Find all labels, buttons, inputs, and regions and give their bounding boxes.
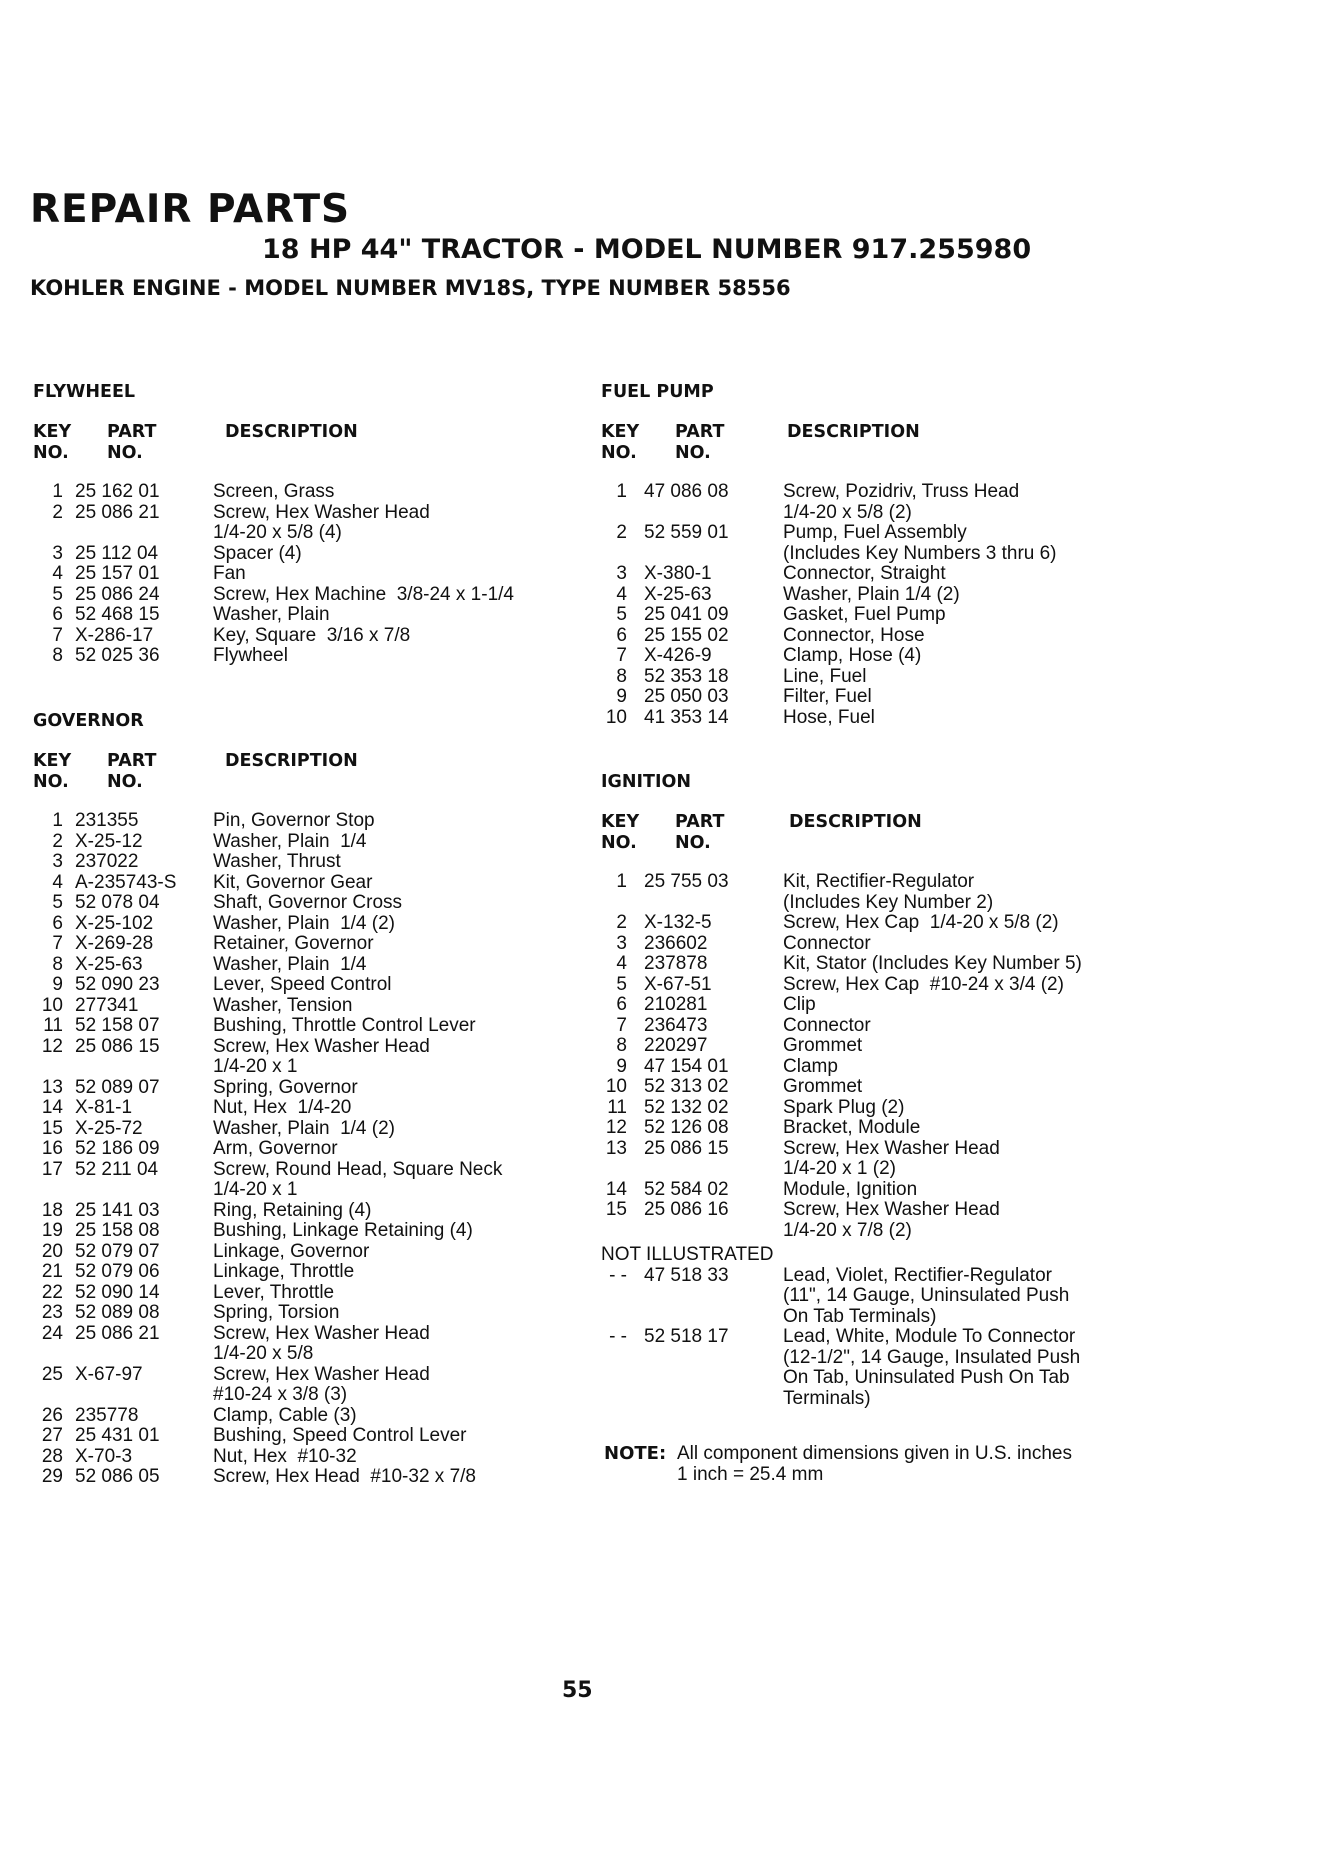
- part-description: Clamp: [783, 1055, 838, 1077]
- flywheel-section: [33, 382, 514, 667]
- part-number: 236473: [644, 1014, 708, 1036]
- part-description: Bushing, Linkage Retaining (4): [213, 1220, 473, 1241]
- parts-row: [601, 667, 1057, 688]
- part-description: Flywheel: [213, 645, 288, 666]
- section-title: IGNITION: [601, 772, 692, 792]
- part-description: Kit, Rectifier-Regulator (Includes Key Number 2): [783, 871, 994, 913]
- part-description: Washer, Plain 1/4 (2): [213, 912, 395, 934]
- parts-row: [33, 811, 502, 832]
- key-number: 23: [41, 1302, 63, 1323]
- key-number: 20: [41, 1240, 63, 1262]
- key-number: 1: [616, 481, 627, 502]
- parts-row: [33, 544, 514, 565]
- part-number: 47 518 33: [644, 1264, 729, 1286]
- key-number: 13: [41, 1076, 63, 1098]
- key-number: 15: [605, 1199, 627, 1220]
- part-number: X-269-28: [75, 933, 154, 954]
- key-number: 14: [605, 1178, 627, 1200]
- part-number: 52 518 17: [644, 1326, 729, 1347]
- part-number: 52 559 01: [644, 522, 729, 543]
- part-number: 237022: [75, 851, 139, 872]
- key-number: 10: [605, 1076, 627, 1097]
- key-number: 3: [616, 563, 627, 584]
- parts-row: [33, 1365, 502, 1406]
- part-description: Bushing, Throttle Control Lever: [213, 1015, 476, 1036]
- part-number: X-70-3: [75, 1445, 133, 1467]
- key-number: 1: [616, 871, 627, 892]
- key-number: 27: [41, 1425, 63, 1446]
- column-headers: [601, 422, 1057, 464]
- key-number: 6: [616, 994, 627, 1015]
- part-description: Lever, Throttle: [213, 1281, 335, 1303]
- parts-row: [601, 1200, 1082, 1241]
- part-number: 52 211 04: [75, 1158, 159, 1180]
- key-number: 9: [616, 686, 627, 707]
- part-description: Hose, Fuel: [783, 706, 875, 728]
- key-number: 11: [607, 1096, 627, 1118]
- parts-row: [33, 1098, 502, 1119]
- key-number: 1: [52, 481, 63, 502]
- part-number: 210281: [644, 994, 708, 1015]
- parts-row: [601, 1036, 1082, 1057]
- part-number: X-81-1: [75, 1097, 133, 1118]
- parts-list: [601, 482, 1057, 728]
- part-description: Key, Square 3/16 x 7/8: [213, 624, 411, 646]
- part-description: Gasket, Fuel Pump: [783, 604, 946, 625]
- parts-row: [33, 1119, 502, 1140]
- part-description: Connector, Hose: [783, 624, 925, 646]
- note-label: NOTE:: [604, 1443, 667, 1464]
- part-description: Connector, Straight: [783, 563, 946, 584]
- part-number: 52 078 04: [75, 892, 160, 913]
- part-number: 220297: [644, 1035, 708, 1056]
- parts-row: [33, 585, 514, 606]
- section-title: GOVERNOR: [33, 711, 144, 731]
- part-description: Nut, Hex 1/4-20: [213, 1097, 352, 1118]
- key-number: 12: [605, 1117, 627, 1138]
- part-number: 25 086 16: [644, 1199, 729, 1220]
- parts-row: [33, 564, 514, 585]
- description-header: DESCRIPTION: [789, 812, 922, 832]
- part-description: Clamp, Hose (4): [783, 645, 922, 666]
- key-number: 4: [616, 583, 627, 605]
- parts-row: [601, 954, 1082, 975]
- part-description: Screw, Hex Washer Head 1/4-20 x 7/8 (2): [783, 1199, 1000, 1241]
- part-description: Spacer (4): [213, 542, 302, 564]
- part-number: 52 132 02: [644, 1096, 729, 1118]
- parts-row: [33, 975, 502, 996]
- key-no-header: KEY NO.: [601, 812, 640, 853]
- part-number: X-25-63: [644, 583, 712, 605]
- parts-row: [33, 934, 502, 955]
- part-number: 25 086 15: [75, 1035, 160, 1057]
- parts-row: [601, 605, 1057, 626]
- part-description: Screw, Round Head, Square Neck 1/4-20 x 1: [213, 1158, 503, 1200]
- part-number: 25 431 01: [75, 1425, 160, 1446]
- note-text: All component dimensions given in U.S. inches 1 inch = 25.4 mm: [677, 1443, 1072, 1485]
- part-description: Arm, Governor: [213, 1138, 338, 1159]
- key-number: 12: [41, 1035, 63, 1057]
- part-description: Washer, Thrust: [213, 851, 341, 872]
- part-description: Shaft, Governor Cross: [213, 892, 403, 913]
- key-number: 4: [616, 953, 627, 974]
- part-description: Washer, Plain: [213, 604, 330, 625]
- key-number: 8: [52, 953, 63, 975]
- part-description: Spark Plug (2): [783, 1096, 905, 1118]
- key-number: 6: [616, 624, 627, 646]
- part-description: Screw, Hex Head #10-32 x 7/8: [213, 1466, 476, 1487]
- part-number: 52 086 05: [75, 1466, 160, 1487]
- key-number: 5: [616, 604, 627, 625]
- part-description: Screen, Grass: [213, 481, 335, 502]
- part-description: Lead, White, Module To Connector (12-1/2", 14 Gauge, Insulated Push On Tab, Uninsulated Push On Tab Terminals): [783, 1326, 1081, 1409]
- key-number: 14: [41, 1097, 63, 1118]
- parts-row: [33, 1467, 502, 1488]
- key-number: 11: [43, 1015, 63, 1036]
- part-description: Clamp, Cable (3): [213, 1404, 357, 1426]
- parts-row: [601, 482, 1057, 523]
- ignition-section: [601, 772, 1082, 1409]
- part-number: 25 155 02: [644, 624, 729, 646]
- column-headers: [33, 422, 514, 464]
- part-description: Fan: [213, 563, 246, 584]
- parts-row: [33, 1324, 502, 1365]
- key-number: 19: [41, 1220, 63, 1241]
- parts-row: [33, 1221, 502, 1242]
- part-description: Grommet: [783, 1035, 863, 1056]
- parts-row: [601, 872, 1082, 913]
- key-number: 10: [41, 994, 63, 1016]
- parts-row: [33, 1262, 502, 1283]
- parts-list: [601, 872, 1082, 1241]
- part-description: Lever, Speed Control: [213, 974, 392, 995]
- part-number: 52 079 06: [75, 1261, 160, 1282]
- column-headers: [601, 812, 1082, 854]
- part-number: 277341: [75, 994, 139, 1016]
- part-description: Connector: [783, 1014, 871, 1036]
- part-number: A-235743-S: [75, 871, 177, 893]
- part-number: X-25-12: [75, 830, 143, 852]
- part-number: 25 041 09: [644, 604, 729, 625]
- key-number: 22: [41, 1281, 63, 1303]
- parts-row: [601, 1098, 1082, 1119]
- parts-row: [601, 1118, 1082, 1139]
- key-number: - -: [609, 1264, 627, 1286]
- parts-row: [33, 482, 514, 503]
- parts-list: [33, 482, 514, 667]
- parts-row: [33, 914, 502, 935]
- key-number: 16: [41, 1138, 63, 1159]
- parts-row: [601, 687, 1057, 708]
- part-number: 52 089 08: [75, 1302, 160, 1323]
- key-number: 21: [41, 1261, 63, 1282]
- part-number: 25 162 01: [75, 481, 160, 502]
- key-number: 7: [52, 933, 63, 954]
- part-number: 235778: [75, 1404, 139, 1426]
- parts-row: [33, 873, 502, 894]
- part-number: 52 186 09: [75, 1138, 160, 1159]
- parts-row: [601, 1057, 1082, 1078]
- parts-row: [33, 1303, 502, 1324]
- parts-row: [33, 955, 502, 976]
- parts-row: [601, 975, 1082, 996]
- key-number: 15: [41, 1117, 63, 1139]
- key-number: 29: [41, 1466, 63, 1487]
- column-headers: [33, 751, 502, 793]
- part-description: Spring, Governor: [213, 1076, 358, 1098]
- part-description: Washer, Plain 1/4 (2): [213, 1117, 395, 1139]
- part-number: 52 089 07: [75, 1076, 160, 1098]
- part-description: Screw, Hex Washer Head 1/4-20 x 1: [213, 1035, 430, 1077]
- key-number: 7: [52, 624, 63, 646]
- part-description: Washer, Tension: [213, 994, 353, 1016]
- part-description: Bushing, Speed Control Lever: [213, 1425, 467, 1446]
- parts-row: [601, 1077, 1082, 1098]
- part-number: 52 090 14: [75, 1281, 160, 1303]
- part-description: Screw, Hex Cap #10-24 x 3/4 (2): [783, 973, 1064, 995]
- part-number: 231355: [75, 810, 139, 831]
- key-number: 13: [605, 1137, 627, 1159]
- parts-row: [33, 1037, 502, 1078]
- parts-row: [601, 1266, 1082, 1328]
- parts-row: [33, 996, 502, 1017]
- part-description: Kit, Stator (Includes Key Number 5): [783, 953, 1082, 974]
- key-number: 4: [52, 871, 63, 893]
- key-number: 2: [52, 830, 63, 852]
- part-description: Washer, Plain 1/4: [213, 953, 367, 975]
- description-header: DESCRIPTION: [225, 751, 358, 771]
- key-number: 7: [616, 1014, 627, 1036]
- parts-row: [33, 893, 502, 914]
- part-description: Filter, Fuel: [783, 686, 872, 707]
- part-description: Line, Fuel: [783, 665, 867, 687]
- part-description: Pump, Fuel Assembly (Includes Key Numbers 3 thru 6): [783, 522, 1057, 564]
- key-number: 8: [616, 665, 627, 687]
- part-description: Washer, Plain 1/4 (2): [783, 583, 960, 605]
- part-description: Washer, Plain 1/4: [213, 830, 367, 852]
- key-number: 25: [41, 1363, 63, 1385]
- key-number: 4: [52, 563, 63, 584]
- part-number: X-286-17: [75, 624, 154, 646]
- parts-row: [601, 523, 1057, 564]
- key-number: 1: [52, 810, 63, 831]
- parts-row: [601, 995, 1082, 1016]
- parts-row: [33, 852, 502, 873]
- page-number: 55: [562, 1678, 593, 1703]
- part-description: Lead, Violet, Rectifier-Regulator (11", 14 Gauge, Uninsulated Push On Tab Terminals): [783, 1264, 1070, 1327]
- parts-row: [33, 1406, 502, 1427]
- part-number: X-25-72: [75, 1117, 143, 1139]
- part-number: X-380-1: [644, 563, 712, 584]
- key-number: 3: [616, 932, 627, 954]
- page-title: REPAIR PARTS: [30, 187, 351, 232]
- key-number: 9: [52, 974, 63, 995]
- part-number: 25 755 03: [644, 871, 729, 892]
- governor-section: [33, 711, 502, 1488]
- key-no-header: KEY NO.: [33, 751, 72, 792]
- part-number: 25 086 21: [75, 501, 160, 523]
- part-description: Retainer, Governor: [213, 933, 374, 954]
- part-number: 52 353 18: [644, 665, 729, 687]
- part-number: 25 112 04: [75, 542, 159, 564]
- key-number: 7: [616, 645, 627, 666]
- section-title: FUEL PUMP: [601, 382, 714, 402]
- part-number: 25 141 03: [75, 1199, 160, 1221]
- parts-row: [33, 646, 514, 667]
- parts-row: [33, 1016, 502, 1037]
- parts-row: [601, 564, 1057, 585]
- part-description: Clip: [783, 994, 816, 1015]
- parts-row: [601, 1180, 1082, 1201]
- part-description: Screw, Hex Washer Head 1/4-20 x 5/8: [213, 1322, 430, 1364]
- part-number: 52 313 02: [644, 1076, 729, 1097]
- part-number: X-67-97: [75, 1363, 143, 1385]
- parts-row: [601, 1016, 1082, 1037]
- part-number: 25 050 03: [644, 686, 729, 707]
- part-number: 237878: [644, 953, 708, 974]
- description-header: DESCRIPTION: [225, 422, 358, 442]
- part-description: Screw, Hex Washer Head 1/4-20 x 1 (2): [783, 1137, 1000, 1179]
- part-no-header: PART NO.: [675, 812, 725, 853]
- parts-row: [601, 913, 1082, 934]
- key-number: 18: [41, 1199, 63, 1221]
- part-description: Screw, Hex Cap 1/4-20 x 5/8 (2): [783, 912, 1059, 933]
- parts-row: [33, 1426, 502, 1447]
- part-number: X-67-51: [644, 973, 712, 995]
- parts-row: [601, 1327, 1082, 1409]
- parts-row: [33, 1447, 502, 1468]
- part-number: 52 025 36: [75, 645, 160, 666]
- part-number: 47 154 01: [644, 1055, 729, 1077]
- key-number: 26: [41, 1404, 63, 1426]
- key-number: 9: [616, 1055, 627, 1077]
- not-illustrated-title: NOT ILLUSTRATED: [601, 1244, 774, 1265]
- part-no-header: PART NO.: [675, 422, 725, 463]
- key-number: 2: [52, 501, 63, 523]
- part-description: Pin, Governor Stop: [213, 810, 375, 831]
- part-description: Linkage, Throttle: [213, 1261, 355, 1282]
- description-header: DESCRIPTION: [787, 422, 920, 442]
- part-number: 25 157 01: [75, 563, 160, 584]
- parts-row: [33, 1078, 502, 1099]
- key-number: 5: [616, 973, 627, 995]
- part-number: X-426-9: [644, 645, 712, 666]
- part-description: Spring, Torsion: [213, 1302, 340, 1323]
- part-description: Screw, Pozidriv, Truss Head 1/4-20 x 5/8 (2): [783, 481, 1020, 523]
- part-description: Ring, Retaining (4): [213, 1199, 372, 1221]
- key-number: 3: [52, 542, 63, 564]
- parts-row: [33, 1242, 502, 1263]
- section-title: FLYWHEEL: [33, 382, 136, 402]
- part-number: 52 090 23: [75, 974, 160, 995]
- part-no-header: PART NO.: [107, 422, 157, 463]
- key-number: 5: [52, 892, 63, 913]
- key-number: 28: [41, 1445, 63, 1467]
- key-no-header: KEY NO.: [601, 422, 640, 463]
- part-number: 25 086 21: [75, 1322, 160, 1344]
- part-description: Screw, Hex Washer Head 1/4-20 x 5/8 (4): [213, 501, 430, 543]
- key-number: 10: [605, 706, 627, 728]
- parts-row: [33, 605, 514, 626]
- engine-model-line: KOHLER ENGINE - MODEL NUMBER MV18S, TYPE NUMBER 58556: [30, 276, 791, 300]
- parts-row: [33, 1139, 502, 1160]
- part-description: Connector: [783, 932, 871, 954]
- part-description: Screw, Hex Machine 3/8-24 x 1-1/4: [213, 583, 514, 605]
- part-description: Grommet: [783, 1076, 863, 1097]
- parts-row: [601, 626, 1057, 647]
- parts-row: [33, 1201, 502, 1222]
- part-number: 25 158 08: [75, 1220, 160, 1241]
- parts-row: [33, 503, 514, 544]
- part-number: 52 584 02: [644, 1178, 729, 1200]
- part-number: 52 079 07: [75, 1240, 160, 1262]
- parts-row: [601, 708, 1057, 729]
- key-number: 6: [52, 604, 63, 625]
- part-description: Linkage, Governor: [213, 1240, 370, 1262]
- key-number: - -: [609, 1326, 627, 1347]
- key-number: 2: [616, 912, 627, 933]
- key-number: 6: [52, 912, 63, 934]
- parts-row: [33, 1283, 502, 1304]
- key-number: 2: [616, 522, 627, 543]
- part-number: 47 086 08: [644, 481, 729, 502]
- part-number: 52 468 15: [75, 604, 160, 625]
- part-number: 41 353 14: [644, 706, 729, 728]
- part-description: Kit, Governor Gear: [213, 871, 373, 893]
- parts-row: [33, 626, 514, 647]
- key-number: 8: [616, 1035, 627, 1056]
- not-illustrated-list: [601, 1266, 1082, 1410]
- key-number: 5: [52, 583, 63, 605]
- parts-row: [33, 1160, 502, 1201]
- key-number: 24: [41, 1322, 63, 1344]
- parts-row: [601, 1139, 1082, 1180]
- part-no-header: PART NO.: [107, 751, 157, 792]
- part-number: 236602: [644, 932, 708, 954]
- parts-list: [33, 811, 502, 1488]
- part-description: Screw, Hex Washer Head #10-24 x 3/8 (3): [213, 1363, 430, 1405]
- model-subtitle: 18 HP 44" TRACTOR - MODEL NUMBER 917.255980: [262, 234, 1032, 265]
- note: [604, 1444, 1072, 1485]
- part-description: Module, Ignition: [783, 1178, 918, 1200]
- part-description: Nut, Hex #10-32: [213, 1445, 357, 1467]
- parts-row: [33, 832, 502, 853]
- key-number: 3: [52, 851, 63, 872]
- key-number: 17: [41, 1158, 63, 1180]
- part-number: X-25-63: [75, 953, 143, 975]
- part-description: Bracket, Module: [783, 1117, 921, 1138]
- part-number: 25 086 15: [644, 1137, 729, 1159]
- key-no-header: KEY NO.: [33, 422, 72, 463]
- key-number: 8: [52, 645, 63, 666]
- fuel-pump-section: [601, 382, 1057, 728]
- parts-row: [601, 585, 1057, 606]
- parts-row: [601, 934, 1082, 955]
- part-number: X-132-5: [644, 912, 712, 933]
- part-number: 52 158 07: [75, 1015, 160, 1036]
- part-number: 25 086 24: [75, 583, 160, 605]
- part-number: X-25-102: [75, 912, 154, 934]
- part-number: 52 126 08: [644, 1117, 729, 1138]
- parts-row: [601, 646, 1057, 667]
